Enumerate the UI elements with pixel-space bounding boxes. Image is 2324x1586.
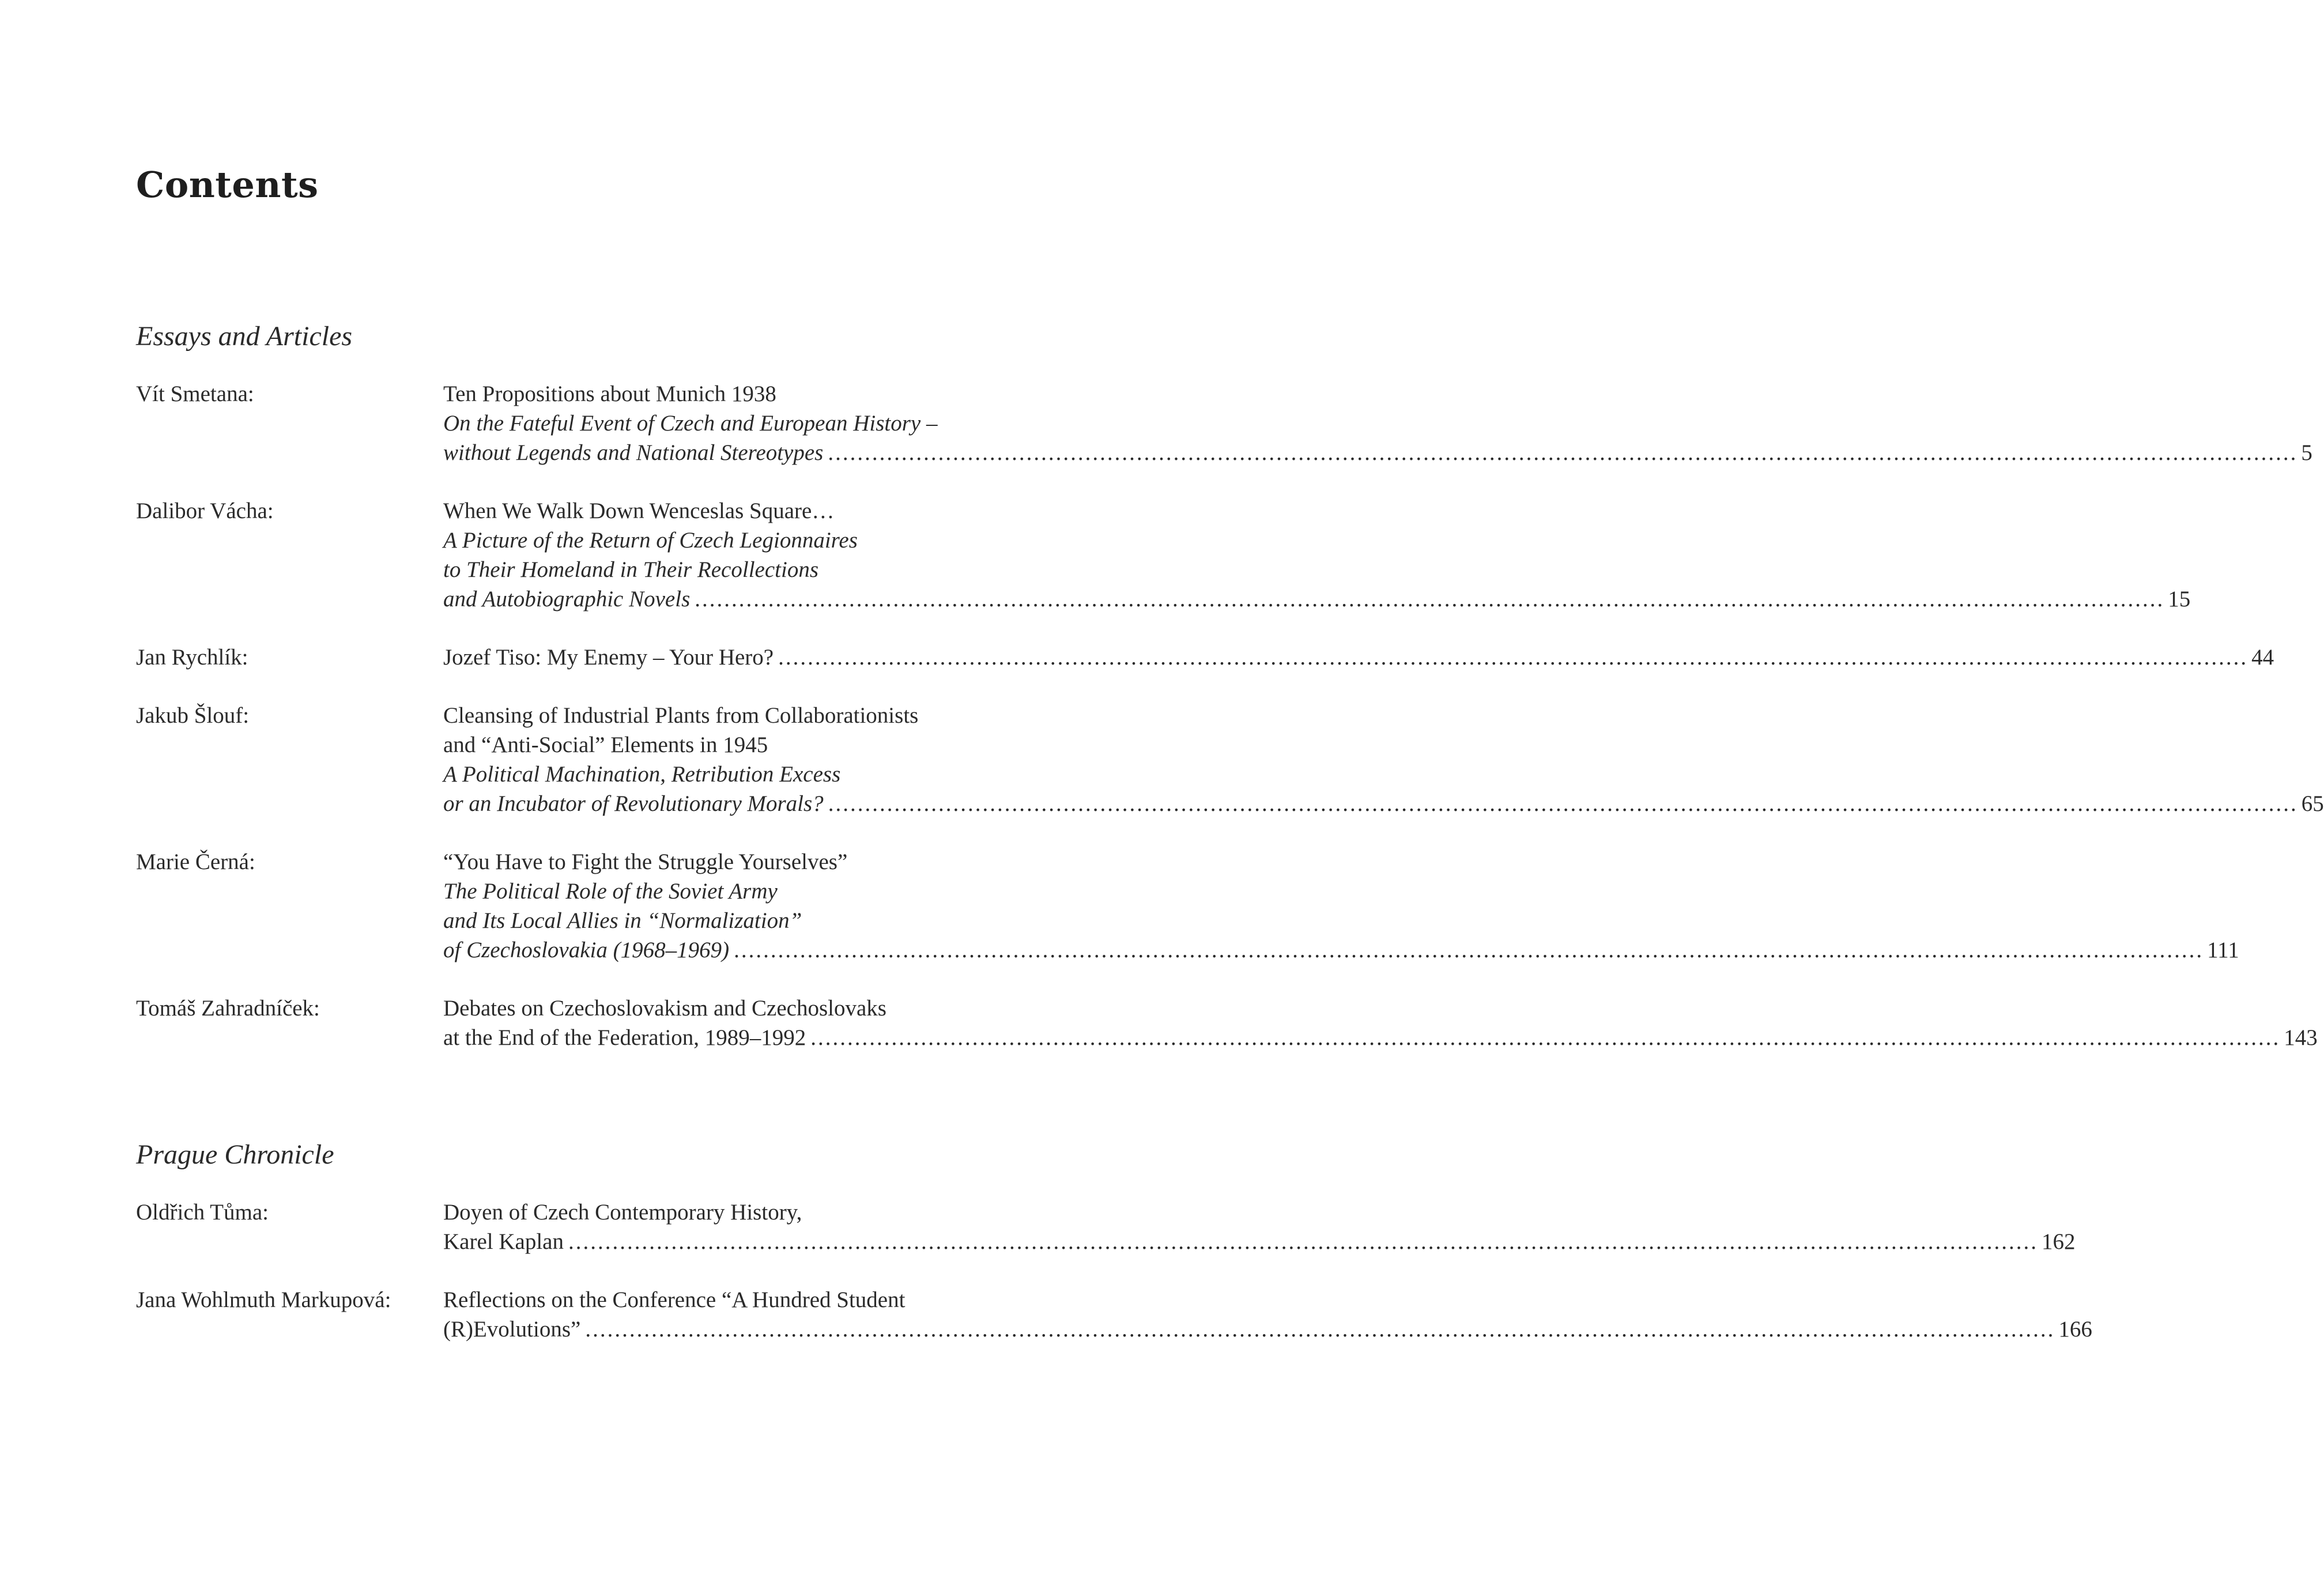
entry-author: Tomáš Zahradníček:	[136, 996, 320, 1021]
dot-leader: ........................................................................................................................................................................................................	[585, 1317, 2055, 1342]
dot-leader: ........................................................................................................................................................................................................	[568, 1229, 2038, 1254]
dot-leader: ........................................................................................................................................................................................................	[828, 440, 2298, 465]
entry-body	[443, 496, 2191, 614]
toc-entry	[136, 643, 2274, 672]
entry-last-line-text: or an Incubator of Revolutionary Morals?	[443, 791, 824, 816]
entry-title-line: Reflections on the Conference “A Hundred Student	[443, 1287, 906, 1312]
entry-subtitle-line: A Picture of the Return of Czech Legionnaires	[443, 528, 858, 553]
entry-title-line: Debates on Czechoslovakism and Czechoslovaks	[443, 996, 886, 1021]
entry-last-line-text: Karel Kaplan	[443, 1229, 564, 1254]
entry-author: Dalibor Vácha:	[136, 499, 274, 523]
toc-entry	[136, 496, 2191, 614]
section-title: Essays and Articles	[136, 321, 353, 352]
entry-page-number: 166	[2058, 1317, 2092, 1342]
toc-entry	[136, 701, 2324, 818]
entry-page-number: 143	[2284, 1025, 2318, 1050]
entry-title-line: When We Walk Down Wenceslas Square…	[443, 499, 835, 523]
entry-last-line	[443, 935, 2239, 965]
entry-last-line	[443, 789, 2324, 818]
entry-title-line: Ten Propositions about Munich 1938	[443, 382, 776, 406]
toc-entry	[136, 1285, 2092, 1344]
toc-entry	[136, 379, 2312, 467]
entry-author: Marie Černá:	[136, 849, 255, 874]
entry-body	[443, 994, 2318, 1052]
entry-page-number: 111	[2207, 938, 2239, 962]
entry-title-line: “You Have to Fight the Struggle Yourselves”	[443, 849, 848, 874]
entry-last-line-text: without Legends and National Stereotypes	[443, 440, 824, 465]
entry-page-number: 5	[2301, 440, 2312, 465]
entry-subtitle-line: A Political Machination, Retribution Excess	[443, 762, 841, 787]
entry-last-line	[443, 643, 2274, 672]
entry-body	[443, 643, 2274, 672]
entry-author: Jana Wohlmuth Markupová:	[136, 1287, 391, 1312]
entry-page-number: 44	[2251, 645, 2274, 670]
entry-last-line-text: and Autobiographic Novels	[443, 587, 691, 611]
page-title: Contents	[136, 164, 319, 206]
entry-body	[443, 1198, 2076, 1256]
entry-last-line	[443, 1315, 2092, 1344]
entries-list	[136, 379, 2324, 1052]
entry-author: Oldřich Tůma:	[136, 1200, 269, 1225]
entry-last-line	[443, 1023, 2318, 1052]
entry-subtitle-line: The Political Role of the Soviet Army	[443, 879, 778, 904]
entry-last-line-text: of Czechoslovakia (1968–1969)	[443, 938, 730, 962]
entry-body	[443, 379, 2312, 467]
section-essays-and-articles	[136, 321, 2324, 1081]
entry-author: Jakub Šlouf:	[136, 703, 250, 728]
dot-leader: ........................................................................................................................................................................................................	[734, 938, 2204, 962]
toc-entry	[136, 847, 2239, 965]
entry-title-line: Cleansing of Industrial Plants from Collaborationists	[443, 703, 919, 728]
section-prague-chronicle	[136, 1139, 2092, 1373]
entry-subtitle-line: and Its Local Allies in “Normalization”	[443, 908, 802, 933]
toc-entry	[136, 1198, 2076, 1256]
entry-page-number: 15	[2168, 587, 2191, 611]
dot-leader: ........................................................................................................................................................................................................	[695, 587, 2165, 611]
entry-page-number: 162	[2041, 1229, 2076, 1254]
section-title: Prague Chronicle	[136, 1139, 334, 1170]
entry-body	[443, 1285, 2092, 1344]
entry-last-line	[443, 1227, 2076, 1256]
toc-entry	[136, 994, 2318, 1052]
entry-subtitle-line: On the Fateful Event of Czech and European History –	[443, 411, 938, 436]
entry-page-number: 65	[2301, 791, 2324, 816]
entry-author: Jan Rychlík:	[136, 645, 248, 670]
entry-title-line: and “Anti-Social” Elements in 1945	[443, 732, 768, 757]
entry-last-line-text: (R)Evolutions”	[443, 1317, 581, 1342]
entry-last-line	[443, 438, 2312, 467]
entry-title-line: Doyen of Czech Contemporary History,	[443, 1200, 802, 1225]
dot-leader: ........................................................................................................................................................................................................	[828, 791, 2298, 816]
entry-body	[443, 847, 2239, 965]
entry-author: Vít Smetana:	[136, 382, 254, 406]
entry-last-line	[443, 584, 2191, 614]
entry-body	[443, 701, 2324, 818]
dot-leader: ........................................................................................................................................................................................................	[810, 1025, 2281, 1050]
dot-leader: ........................................................................................................................................................................................................	[778, 645, 2248, 670]
entry-last-line-text: at the End of the Federation, 1989–1992	[443, 1025, 806, 1050]
entry-last-line-text: Jozef Tiso: My Enemy – Your Hero?	[443, 645, 774, 670]
entry-subtitle-line: to Their Homeland in Their Recollections	[443, 557, 819, 582]
entries-list	[136, 1198, 2092, 1344]
